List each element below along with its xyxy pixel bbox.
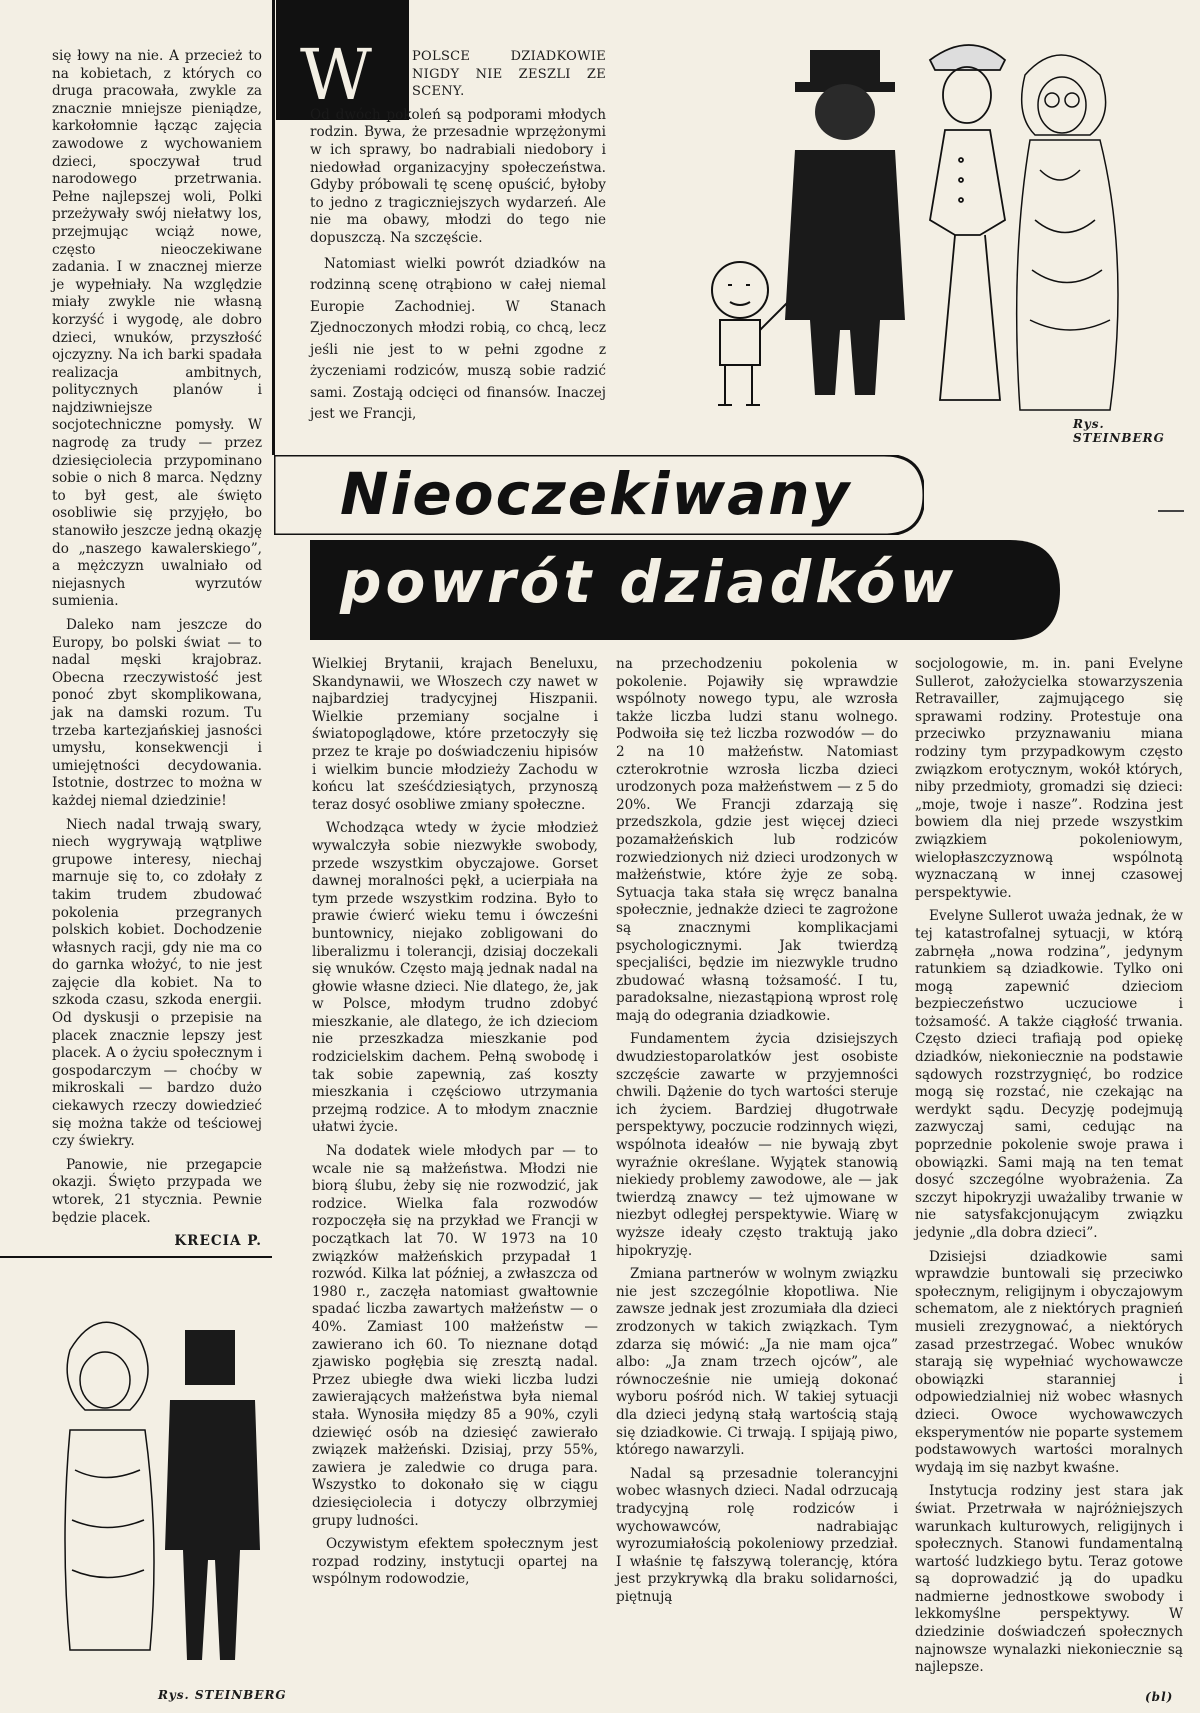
sidebar-paragraph: Daleko nam jeszcze do Europy, bo polski świat — to nadal męski krajobraz. Obecna rzeczywistość jest ponoć zbyt skomplikowana, jak na damski rozum. Tu trzeba kartezjańskiej jasności umysłu, konsekwencji i umiejętności decydowania. Istotnie, dostrzec to można w każdej niemal dziedzinie!: [52, 617, 262, 809]
intro-paragraph: Natomiast wielki powrót dziadków na rodzinną scenę otrąbiono w całej niemal Europie Zachodniej. W Stanach Zjednoczonych młodzi robią, co chcą, lecz jeśli nie jest to w pełni zgodne z życzeniami rodziców, muszą sobie radzić sami. Zostają odcięci od finansów. Inaczej jest we Francji,: [310, 255, 606, 423]
body-paragraph: Dzisiejsi dziadkowie sami wprawdzie buntowali się przeciwko społecznym, religijnym i obyczajowym schematom, ale z niektórych pragnień musieli zrezygnować, a niektórych zasad przestrzegać. Wobec wnuków starają się wypełniać wychowawcze obowiązki staranniej i odpowiedzialniej niż wobec własnych dzieci. Owoce wychowawczych eksperymentów nie poparte systemem podstawowych wartości moralnych wydają im się nazbyt kwaśne.: [915, 1248, 1183, 1476]
article-author-mark: (bl): [1145, 1690, 1174, 1704]
body-paragraph: Wchodząca wtedy w życie młodzież wywalczyła sobie niezwykłe swobody, przede wszystkim obyczajowe. Gorset dawnej moralności pękł, a ucierpiała na tym przede wszystkim rodzina. Było to prawie ćwierć wieku temu i ówcześni buntownicy, niejako zobligowani do liberalizmu i tolerancji, dzisiaj doczekali się wnuków. Często mają jednak nadal na głowie własne dzieci. Nie dlatego, że, jak w Polsce, młodym trudno zdobyć mieszkanie, ale dlatego, że ich dzieciom nie przeszkadza mieszkanie pod rodzicielskim dachem. Pełną swobodę i tak sobie zapewnią, zaś koszty mieszkania i częściowo utrzymania przejmą rodzice. A to młodym znacznie ułatwi życie.: [312, 820, 598, 1136]
illustration-top: [680, 20, 1190, 420]
intro-paragraph: [412, 48, 606, 101]
caption-bottom: Rys. STEINBERG: [158, 1688, 287, 1702]
sidebar-paragraph: się łowy na nie. A przecież to na kobietach, z których co druga pracowała, zwykle za znacznie mniejsze pieniądze, karkołomnie łącząc zajęcia zawodowe z wychowaniem dzieci, spoczywał trud narodowego przetrwania. Pełne najlepszej woli, Polki przeżywały swój niełatwy los, przejmując wciąż nowe, często nieoczekiwane zadania. I w znacznej mierze je wypełniały. Na względzie miały zwykle nie własną korzyść i wygodę, ale dobro dzieci, wnuków, przyszłość ojczyzny. Na ich barki spadała realizacja ambitnych, politycznych planów i najdziwniejsze socjotechniczne pomysły. W nagrodę za trudy — przez dziesięciolecia przypominano sobie o nich 8 marca. Nędzny to był gest, ale święto osobliwie się przyjęło, bo stanowiło jeszcze jedną okazję do „naszego kawalerskiego”, a mężczyzn uwalniało od niejasnych wyrzutów sumienia.: [52, 48, 263, 610]
body-column-3: [616, 656, 898, 1612]
intro-lead-caps: POLSCE DZIADKOWIE NIGDY NIE ZESZLI ZE SCENY.: [412, 49, 606, 100]
body-paragraph: Na dodatek wiele młodych par — to wcale nie są małżeństwa. Młodzi nie biorą ślubu, żeby się nie rozwodzić, jak rodzice. Wielka fala rozwodów rozpoczęła się na przykład we Francji w początkach lat 70. W 1973 na 10 związków małżeńskich przypadał 1 rozwód. Kilka lat później, a zwłaszcza od 1980 r., zaczęła natomiast gwałtownie spadać liczba zawartych małżeństw — o 40%. Zamiast 100 małżeństw — zawierano ich 60. To nieznane dotąd zjawisko pogłębia się zresztą nadal. Przez ubiegłe dwa wieki liczba ludzi zawierających małżeństwa była niemal stała. Wynosiła między 85 a 90%, czyli dziewięć osób na dziesięć zawierało związek małżeński. Dzisiaj, przy 55%, zawiera je zaledwie co druga para. Wszystko to dokonało się w ciągu dziesięciolecia i dotyczy olbrzymiej grupy ludności.: [312, 1143, 598, 1529]
illustration-bottom: [50, 1290, 280, 1680]
body-paragraph: Fundamentem życia dzisiejszych dwudziestoparolatków jest osobiste szczęście zawarte w przyjemności chwili. Dążenie do tych wartości steruje ich życiem. Bardziej długotrwałe perspektywy, poczucie rodzinnych więzi, wspólnota ideałów — nie bywają zbyt wyraźnie określane. Wyjątek stanowią niekiedy problemy zawodowe, ale — jak twierdzą znawcy — też ujmowane w niezbyt odległej perspektywie. Wiarę w wyższe ideały często traktują jako hipokryzję.: [616, 1031, 898, 1259]
article-title-line2: powrót dziadków: [340, 548, 958, 616]
sidebar-paragraph: Niech nadal trwają swary, niech wygrywają wątpliwe grupowe interesy, niechaj marnuje się to, co zdołały z takim trudem zbudować pokolenia przegranych polskich kobiet. Dochodzenie własnych racji, gdy nie ma co do garnka włożyć, to nie jest zajęcie dla kobiet. Na to szkoda czasu, szkoda energii. Od dyskusji o przepisie na placek znacznie lepszy jest placek. A o życiu społecznym i gospodarczym — choćby w mikroskali — bardzo dużo ciekawych rzeczy dowiedzieć się można także od teściowej czy świekry.: [52, 816, 262, 1150]
article-title-line1: Nieoczekiwany: [340, 460, 852, 528]
body-paragraph: Wielkiej Brytanii, krajach Beneluxu, Skandynawii, we Włoszech czy nawet w najbardziej tradycyjnej Hiszpanii. Wielkie przemiany socjalne i światopoglądowe, które przetoczyły się przez te kraje po doświadczeniu hipisów i wielkim buncie młodzieży Zachodu w końcu lat sześćdziesiątych, przynoszą teraz dosyć osobliwe zmiany społeczne.: [312, 656, 598, 813]
sidebar-signature: KRECIA P.: [174, 1233, 262, 1250]
body-paragraph: na przechodzeniu pokolenia w pokolenie. Pojawiły się wprawdzie wspólnoty nowego typu, ale wzrosła także liczba ludzi stanu wolnego. Podwoiła się też liczba rozwodów — do 2 na 10 małżeństw. Natomiast czterokrotnie wzrosła liczba dzieci urodzonych poza małżeństwem — z 5 do 20%. We Francji zdarzają się przedszkola, gdzie jest więcej dzieci pozamałżeńskich lub rodziców rozwiedzionych niż dzieci urodzonych w małżeństwie, które żyje ze sobą. Sytuacja taka stała się wręcz banalna społecznie, jednakże dzieci te zagrożone są znacznymi komplikacjami psychologicznymi. Jak twierdzą specjaliści, będzie im niezwykle trudno zbudować własną tożsamość. I tu, paradoksalne, niezastąpioną wprost rolę mają do odegrania dziadkowie.: [616, 656, 898, 1024]
caption-top: Rys. STEINBERG: [1073, 417, 1165, 445]
body-paragraph: Evelyne Sullerot uważa jednak, że w tej katastrofalnej sytuacji, w którą zabrnęła „nowa rodzina”, jedynym ratunkiem są dziadkowie. Tylko oni mogą zapewnić dzieciom bezpieczeństwo uczuciowe i tożsamość. A także ciągłość trwania. Często dzieci trafiają pod opiekę dziadków, niekoniecznie na podstawie sądowych rozstrzygnięć, bo rodzice mogą się rozstać, nie czekając na werdykt sądu. Decyzję podejmują zazwyczaj sami, cedując na poprzednie pokolenie swoje prawa i obowiązki. Sami mają na ten temat dosyć szczególne wyobrażenia. Za szczyt hipokryzji uważaliby trwanie w nie satysfakcjonującym związku jedynie „dla dobra dzieci”.: [915, 908, 1183, 1241]
dropcap-letter: W: [300, 34, 372, 116]
body-column-2: [312, 656, 598, 1595]
body-paragraph: Instytucja rodziny jest stara jak świat. Przetrwała w najróżniejszych warunkach kulturowych, religijnych i społecznych. Stanowi fundamentalną wartość ludzkiego bytu. Teraz gotowe są doprowadzić ją do upadku nadmierne jednostkowe swobody i lekkomyślne perspektywy. W dziedzinie doświadczeń społecznych najnowsze wynalazki niekoniecznie są najlepsze.: [915, 1483, 1183, 1676]
intro-paragraph: Od dwóch pokoleń są podporami młodych rodzin. Bywa, że przesadnie wprzężonymi w ich sprawy, bo nadrabiali niedobory i niedowład organizacyjny społeczeństwa. Gdyby próbowali tę scenę opuścić, byłoby to jedno z tragiczniejszych wydarzeń. Ale nie ma obawy, młodzi do tego nie dopuszczą. Na szczęście.: [310, 106, 606, 246]
body-paragraph: socjologowie, m. in. pani Evelyne Sullerot, założycielka stowarzyszenia Retravailler, zajmującego się sprawami rodziny. Protestuje ona przeciwko przyznawaniu miana rodziny tym przypadkowym często związkom erotycznym, wokół których, niby przedmioty, gromadzi się dzieci: „moje, twoje i nasze”. Rodzina jest bowiem dla niej przede wszystkim związkiem pokoleniowym, wielopłaszczyznową wspólnotą wyznaczaną w innej czasowej perspektywie.: [915, 656, 1183, 901]
body-column-4: [915, 656, 1183, 1683]
margin-dash: [1158, 510, 1184, 512]
body-paragraph: Nadal są przesadnie tolerancyjni wobec własnych dzieci. Nadal odrzucają tradycyjną rolę rodziców i wychowawców, nadrabiając wyrozumiałością pokoleniowy przedział. I właśnie tę fałszywą tolerancję, która jest przykrywką dla braku solidarności, piętnują: [616, 1465, 898, 1605]
body-paragraph: Zmiana partnerów w wolnym związku nie jest szczególnie kłopotliwa. Nie zawsze jednak jest zrozumiała dla dzieci zrodzonych w takich związkach. Tym zdarza się mówić: „Ja nie mam ojca” albo: „Ja znam trzech ojców”, ale równocześnie nie umieją dokonać wyboru pośród nich. W takiej sytuacji dla dzieci jedyną stałą wartością stają się dziadkowie. Ci trwają. I spijają piwo, którego nawarzyli.: [616, 1266, 898, 1459]
intro-column: [310, 48, 606, 432]
sidebar-bottom-rule: [0, 1256, 272, 1258]
body-paragraph: Oczywistym efektem społecznym jest rozpad rodziny, instytucji opartej na wspólnym rodowodzie,: [312, 1536, 598, 1588]
column-rule: [272, 0, 275, 455]
sidebar-paragraph: Panowie, nie przegapcie okazji. Święto przypada we wtorek, 21 stycznia. Pewnie będzie placek.: [52, 1156, 262, 1226]
sidebar-column: [52, 48, 262, 1251]
